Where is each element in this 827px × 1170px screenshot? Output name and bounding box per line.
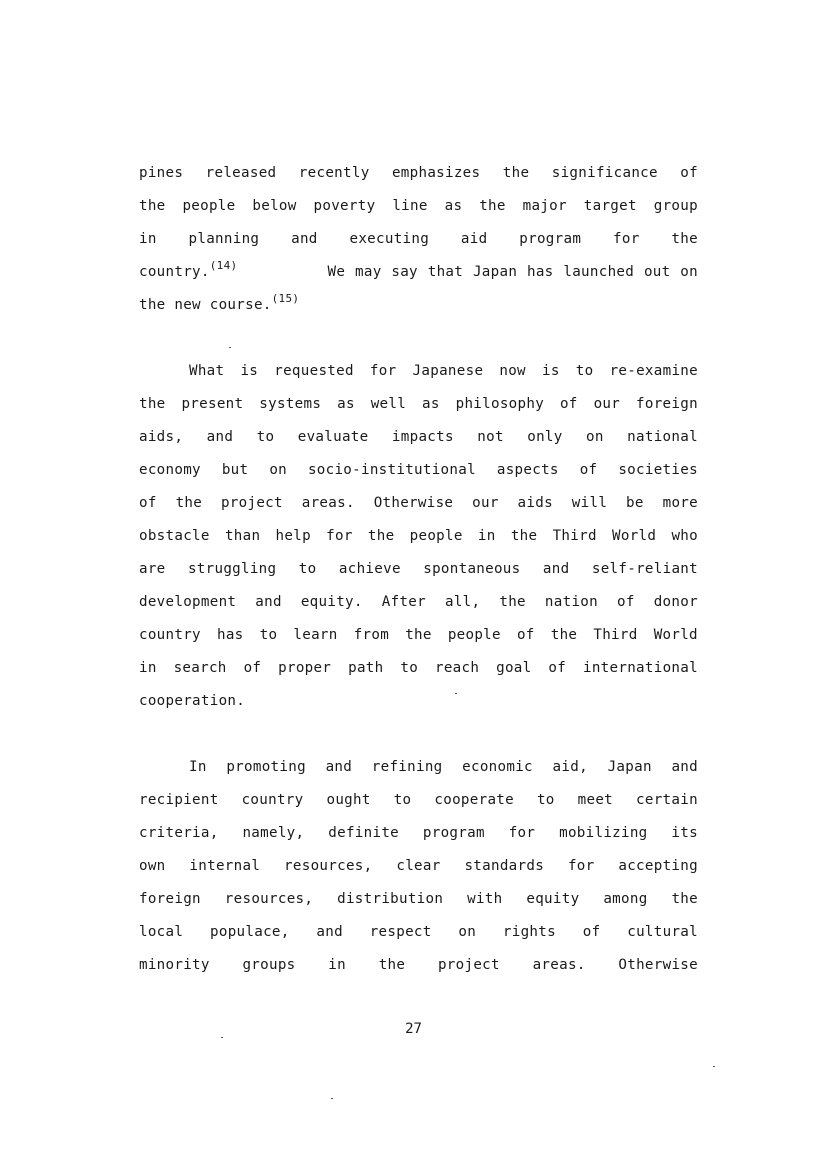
text-line: the new course.(15) (139, 292, 300, 313)
text-line: development and equity. After all, the nation of donor (139, 594, 698, 610)
scan-speck (221, 1037, 223, 1038)
scan-speck (229, 347, 231, 348)
text-line: economy but on socio-institutional aspects of societies (139, 462, 698, 478)
text-line: minority groups in the project areas. Otherwise (139, 957, 698, 973)
text-line: in search of proper path to reach goal of international (139, 660, 698, 676)
text-line: What is requested for Japanese now is to re-examine (189, 363, 698, 379)
text-line: in planning and executing aid program for the (139, 231, 698, 247)
text-line: recipient country ought to cooperate to meet certain (139, 792, 698, 808)
text-line: foreign resources, distribution with equity among the (139, 891, 698, 907)
text-line: the present systems as well as philosophy of our foreign (139, 396, 698, 412)
scan-speck (713, 1066, 715, 1067)
text-line: aids, and to evaluate impacts not only on national (139, 429, 698, 445)
text-line: criteria, namely, definite program for mobilizing its (139, 825, 698, 841)
text-line: cooperation. (139, 693, 246, 709)
page-number: 27 (405, 1021, 422, 1037)
text-line: pines released recently emphasizes the significance of (139, 165, 698, 181)
text-line: are struggling to achieve spontaneous and self-reliant (139, 561, 698, 577)
text-line: country.(14) We may say that Japan has launched out on (139, 259, 698, 280)
scan-speck (455, 693, 457, 694)
text-line: In promoting and refining economic aid, Japan and (189, 759, 698, 775)
text-line: local populace, and respect on rights of cultural (139, 924, 698, 940)
text-line: the people below poverty line as the major target group (139, 198, 698, 214)
scan-speck (331, 1098, 333, 1099)
text-line: obstacle than help for the people in the Third World who (139, 528, 698, 544)
text-line: country has to learn from the people of the Third World (139, 627, 698, 643)
text-line: of the project areas. Otherwise our aids will be more (139, 495, 698, 511)
text-line: own internal resources, clear standards for accepting (139, 858, 698, 874)
